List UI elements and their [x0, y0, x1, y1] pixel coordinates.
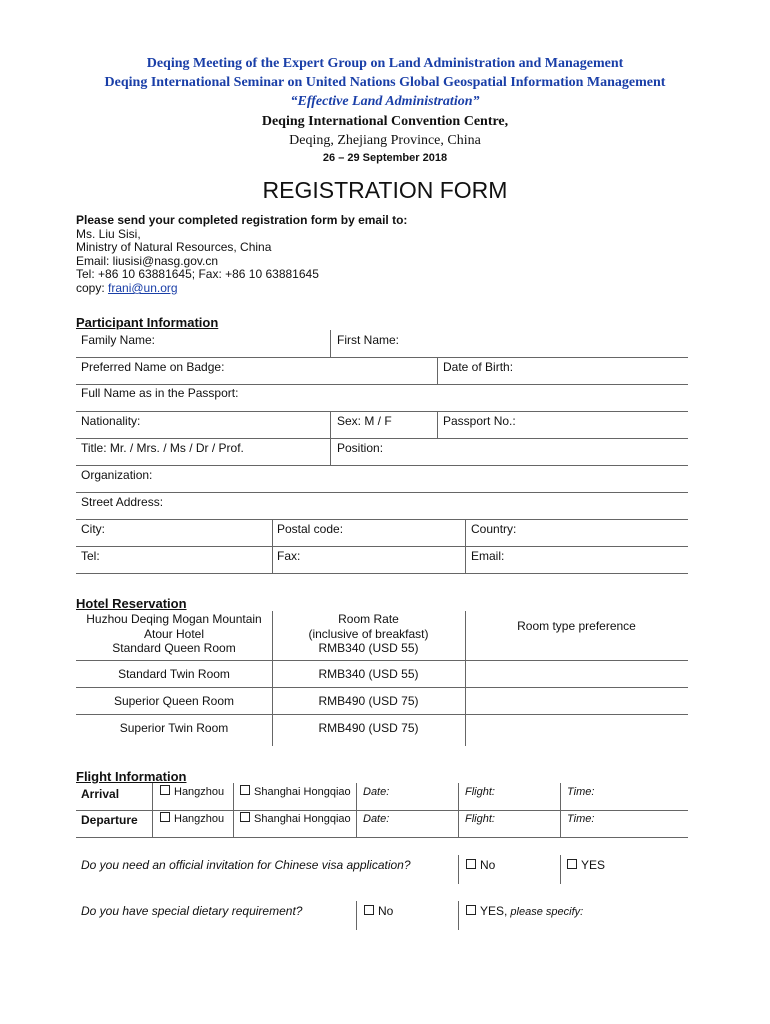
contact-ministry: Ministry of Natural Resources, China — [76, 240, 272, 254]
participant-heading: Participant Information — [76, 315, 219, 330]
divider — [356, 901, 357, 930]
room-preference-header: Room type preference — [517, 619, 636, 633]
checkbox-icon — [466, 905, 476, 915]
nationality-field[interactable]: Nationality: — [81, 414, 141, 428]
copy-prefix: copy: — [76, 281, 109, 295]
passport-field[interactable]: Passport No.: — [443, 414, 516, 428]
room-rate: RMB490 (USD 75) — [318, 721, 419, 735]
email-field[interactable]: Email: — [471, 549, 505, 563]
departure-shanghai-option[interactable] — [240, 812, 351, 825]
room-rate: RMB340 (USD 55) — [318, 641, 419, 655]
specify-note: please specify: — [507, 906, 584, 918]
instructions-heading: Please send your completed registration form by email to: — [76, 213, 408, 227]
room-type: Standard Twin Room — [118, 667, 230, 681]
hotel-heading: Hotel Reservation — [76, 596, 187, 611]
meeting-title: Deqing Meeting of the Expert Group on Land Administration and Management — [146, 56, 624, 71]
country-field[interactable]: Country: — [471, 522, 517, 536]
departure-label: Departure — [81, 813, 138, 827]
position-field[interactable]: Position: — [337, 441, 384, 455]
diet-no-option[interactable] — [364, 904, 393, 918]
room-rate-header: Room Rate — [338, 612, 399, 626]
checkbox-icon — [567, 859, 577, 869]
checkbox-icon — [240, 812, 250, 822]
visa-no-option[interactable] — [466, 858, 495, 872]
first-name-field[interactable]: First Name: — [337, 333, 400, 347]
room-rate-subheader: (inclusive of breakfast) — [308, 627, 429, 641]
venue: Deqing International Convention Centre, — [261, 114, 509, 129]
contact-copy — [76, 281, 178, 295]
checkbox-icon — [160, 812, 170, 822]
visa-question: Do you need an official invitation for Chinese visa application? — [81, 858, 411, 872]
room-rate: RMB340 (USD 55) — [318, 667, 419, 681]
departure-flight-field[interactable]: Flight: — [465, 813, 495, 825]
room-preference-cell[interactable] — [466, 663, 688, 686]
street-address-field[interactable]: Street Address: — [81, 495, 164, 509]
diet-question: Do you have special dietary requirement? — [81, 904, 303, 918]
option-label: YES — [581, 858, 606, 872]
arrival-shanghai-option[interactable] — [240, 785, 351, 798]
sex-field[interactable]: Sex: M / F — [337, 414, 392, 428]
visa-yes-option[interactable] — [567, 858, 605, 872]
option-label: Hangzhou — [174, 813, 225, 825]
departure-date-field[interactable]: Date: — [363, 813, 390, 825]
room-rate: RMB490 (USD 75) — [318, 694, 419, 708]
contact-name: Ms. Liu Sisi, — [76, 227, 141, 241]
room-type: Superior Twin Room — [119, 721, 229, 735]
hotel-name-line2: Atour Hotel — [143, 627, 205, 641]
tel-field[interactable]: Tel: — [81, 549, 100, 563]
full-name-field[interactable]: Full Name as in the Passport: — [81, 386, 239, 400]
arrival-hangzhou-option[interactable] — [160, 785, 224, 798]
checkbox-icon — [466, 859, 476, 869]
option-label: YES, — [480, 904, 508, 918]
room-type: Standard Queen Room — [112, 641, 236, 655]
fax-field[interactable]: Fax: — [277, 549, 301, 563]
checkbox-icon — [364, 905, 374, 915]
contact-email: Email: liusisi@nasg.gov.cn — [76, 254, 219, 268]
event-dates: 26 – 29 September 2018 — [322, 152, 448, 164]
copy-email-link[interactable]: frani@un.org — [108, 281, 178, 295]
theme-title: “Effective Land Administration” — [290, 94, 480, 109]
room-preference-cell[interactable] — [466, 641, 688, 659]
divider — [560, 855, 561, 884]
option-label: Hangzhou — [174, 786, 225, 798]
postal-code-field[interactable]: Postal code: — [277, 522, 344, 536]
diet-yes-option[interactable] — [466, 904, 583, 918]
location: Deqing, Zhejiang Province, China — [289, 133, 481, 148]
arrival-date-field[interactable]: Date: — [363, 786, 390, 798]
departure-hangzhou-option[interactable] — [160, 812, 224, 825]
city-field[interactable]: City: — [81, 522, 105, 536]
hotel-name-line1: Huzhou Deqing Mogan Mountain — [86, 612, 262, 626]
option-label: No — [378, 904, 394, 918]
room-type: Superior Queen Room — [113, 694, 235, 708]
divider — [458, 901, 459, 930]
arrival-time-field[interactable]: Time: — [567, 786, 595, 798]
option-label: No — [480, 858, 496, 872]
divider — [458, 855, 459, 884]
seminar-title: Deqing International Seminar on United Nations Global Geospatial Information Management — [104, 75, 666, 90]
room-preference-cell[interactable] — [466, 690, 688, 713]
checkbox-icon — [160, 785, 170, 795]
family-name-field[interactable]: Family Name: — [81, 333, 156, 347]
departure-time-field[interactable]: Time: — [567, 813, 595, 825]
preferred-name-field[interactable]: Preferred Name on Badge: — [81, 360, 225, 374]
option-label: Shanghai Hongqiao — [254, 786, 351, 798]
form-title: REGISTRATION FORM — [262, 177, 508, 203]
arrival-flight-field[interactable]: Flight: — [465, 786, 495, 798]
option-label: Shanghai Hongqiao — [254, 813, 351, 825]
checkbox-icon — [240, 785, 250, 795]
organization-field[interactable]: Organization: — [81, 468, 153, 482]
flight-heading: Flight Information — [76, 769, 187, 784]
date-of-birth-field[interactable]: Date of Birth: — [443, 360, 514, 374]
room-preference-cell[interactable] — [466, 717, 688, 745]
contact-phone: Tel: +86 10 63881645; Fax: +86 10 63881645 — [76, 267, 319, 281]
title-field[interactable]: Title: Mr. / Mrs. / Ms / Dr / Prof. — [81, 441, 244, 455]
arrival-label: Arrival — [81, 787, 120, 801]
